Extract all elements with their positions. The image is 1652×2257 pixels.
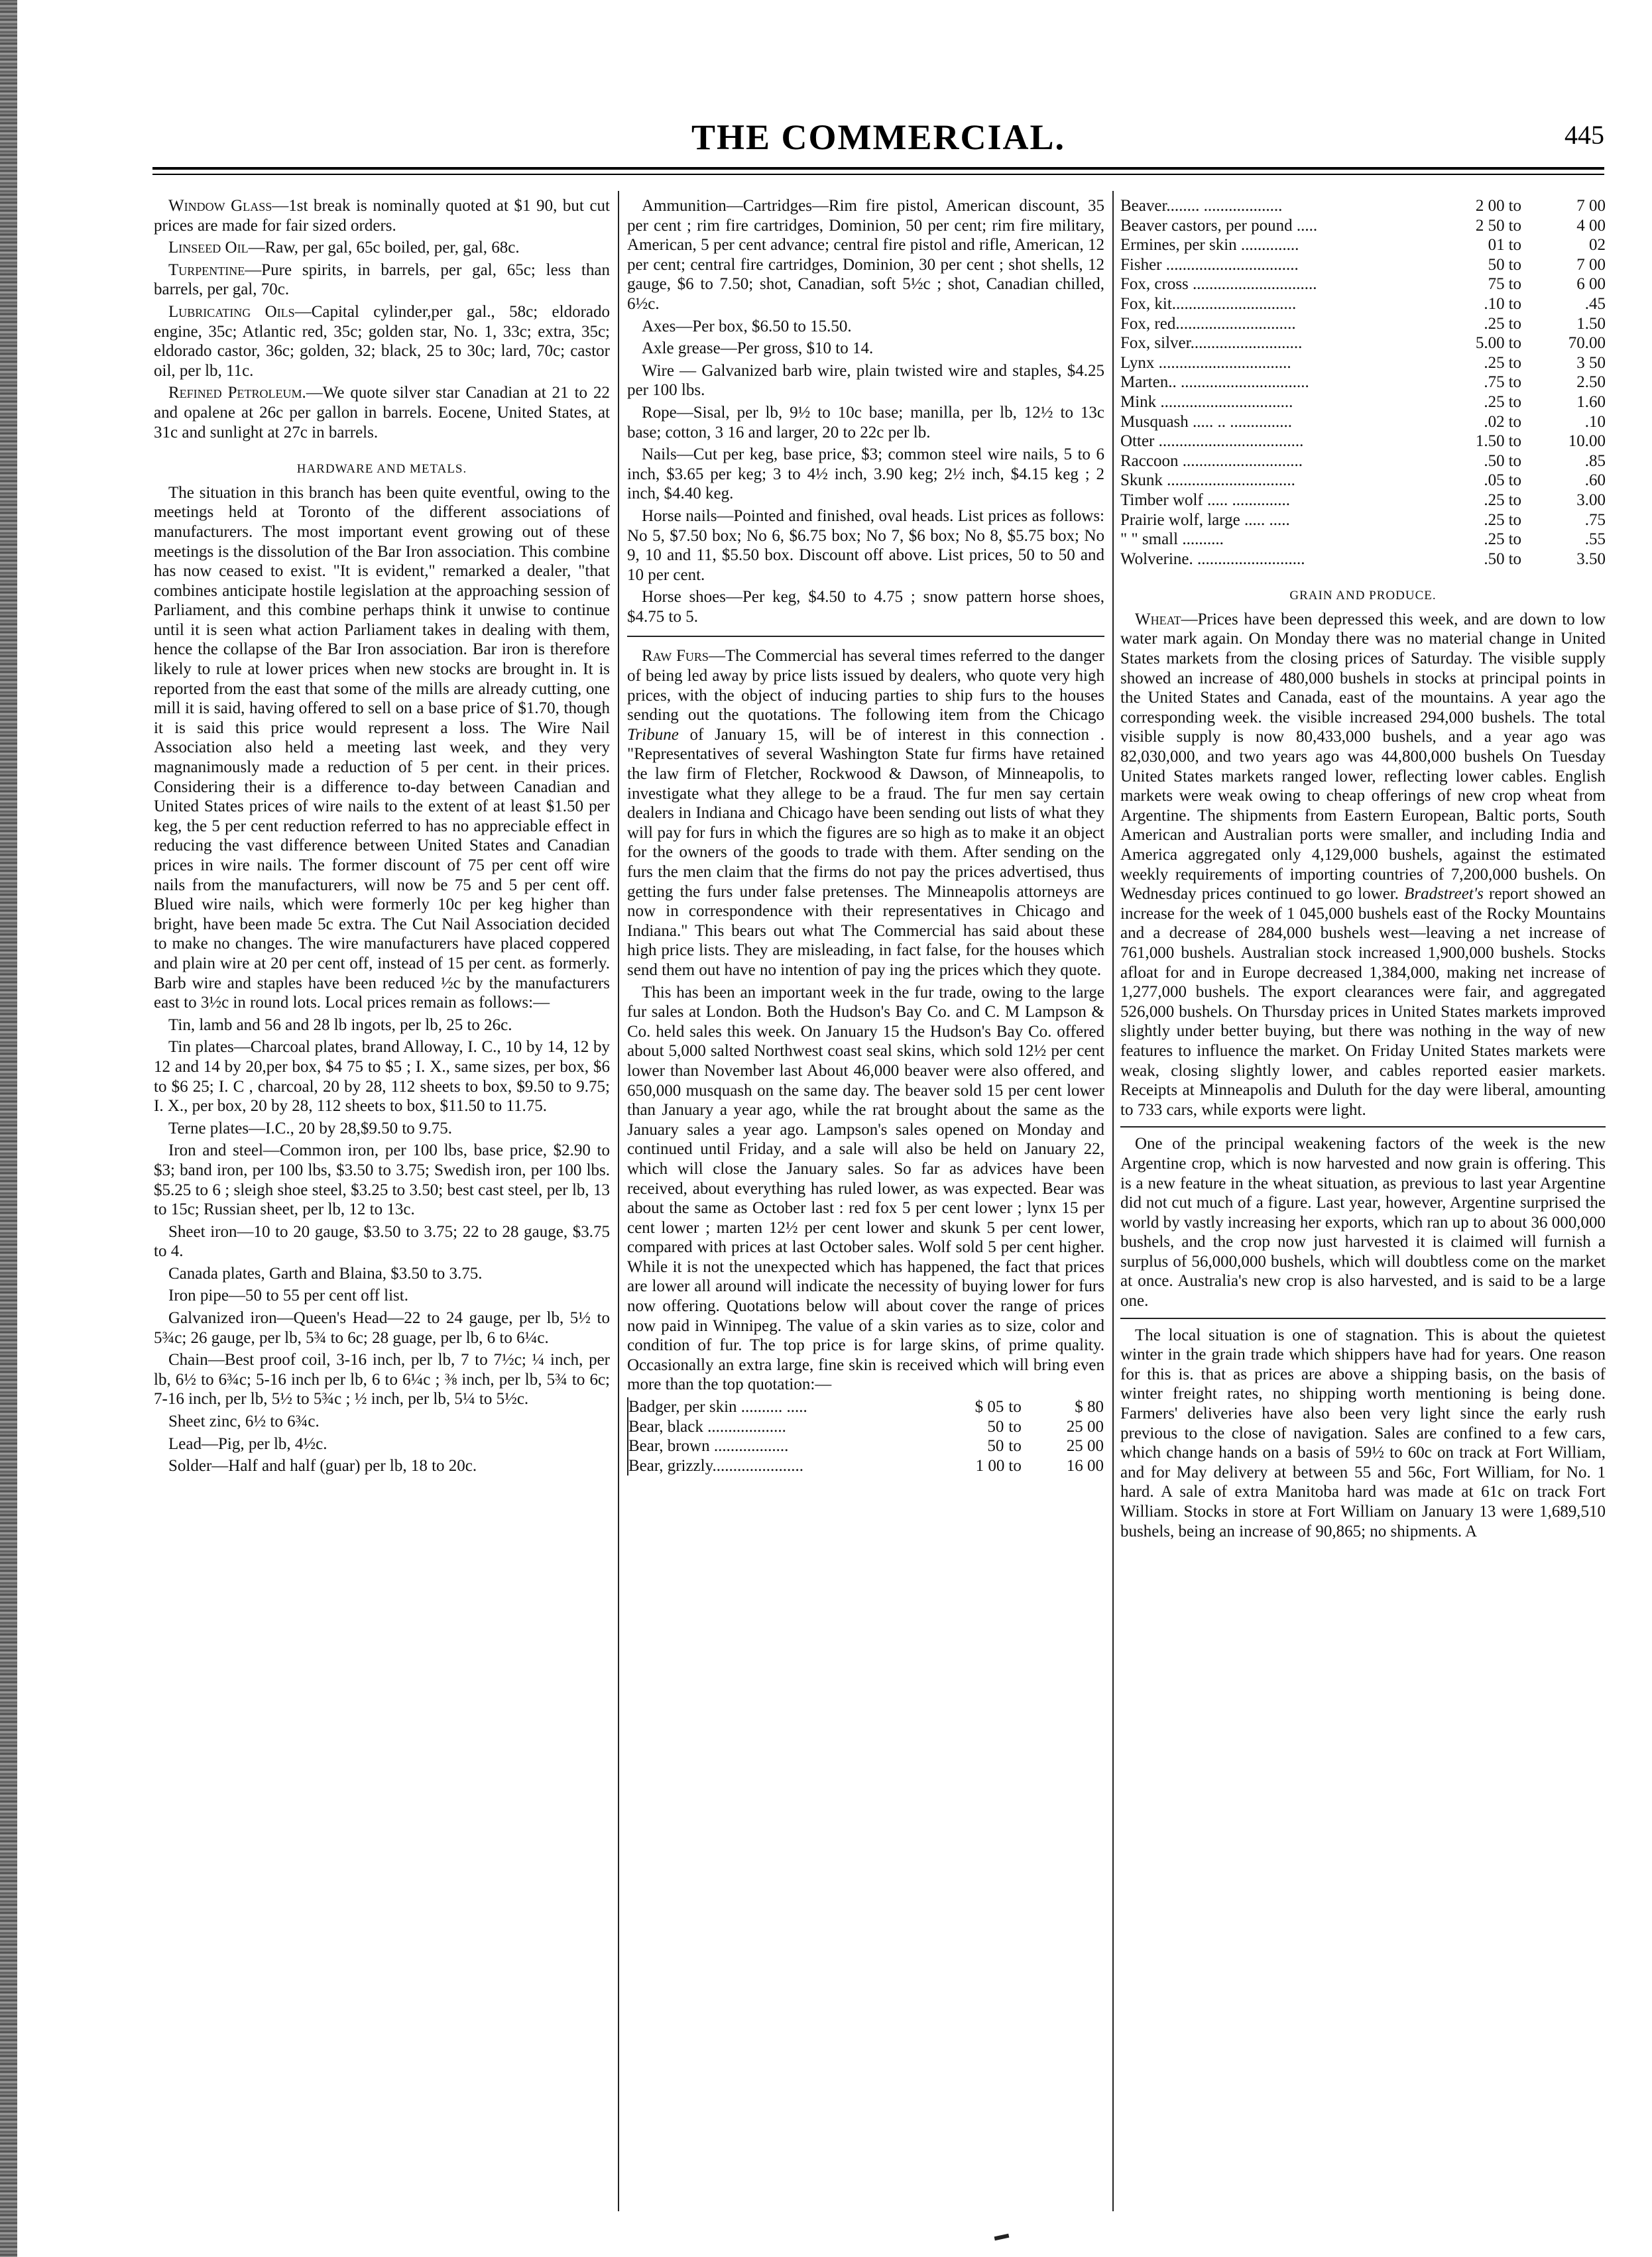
price-high: 3.00 — [1576, 491, 1606, 509]
paragraph-text: —Capital cylinder,per gal., 58c; eldorado engine, 35c; Atlantic red, 35c; golden star, No. 1, 33c; extra, 35c; eldorado castor, 36c; golden, 32; black, 25 to 30c; lard, 70c; castor oil, per lb, 11c. — [154, 302, 610, 380]
fur-price-row — [1120, 451, 1606, 471]
range-word: to — [1508, 216, 1522, 235]
range-word: to — [1508, 334, 1522, 353]
price-low: 50 — [987, 1417, 1004, 1436]
fur-name: Ermines, per skin .............. — [1120, 236, 1299, 255]
fur-price-row — [1120, 373, 1606, 392]
fur-price-row — [1120, 294, 1606, 314]
masthead — [152, 114, 1604, 160]
price-item: Canada plates, Garth and Blaina, $3.50 to 3.75. — [168, 1264, 483, 1283]
price-item: Galvanized iron—Queen's Head—22 to 24 gauge, per lb, 5½ to 5¾c; 26 gauge, per lb, 5¾ to 6c; 28 guage, per lb, 6 to 6¼c. — [154, 1309, 610, 1347]
range-word: to — [1508, 314, 1522, 333]
fur-price-row — [1120, 216, 1606, 236]
paragraph — [154, 383, 610, 442]
fur-name: Fisher ................................ — [1120, 255, 1299, 274]
range-word: to — [1508, 236, 1522, 255]
price-low: 01 — [1488, 236, 1505, 255]
fur-name: Fox, red............................. — [1120, 314, 1296, 333]
fur-name: Prairie wolf, large ..... ..... — [1120, 510, 1290, 529]
paragraph — [154, 238, 610, 258]
price-low: 50 — [1488, 255, 1505, 274]
price-item: Ammunition—Cartridges—Rim fire pistol, American discount, 35 per cent ; rim fire cartridges, Dominion, 50 per cent; rim fire military, American, 5 per cent advance; central fire pistol and rifle, American, 12 per cent; central fire cartridges, Dominion, 30 per cent ; shot shells, 12 gauge, $6 to 7.50; shot, Canadian, soft 5½c ; shot, Canadian chilled, 6½c. — [627, 197, 1104, 313]
range-word: to — [1508, 275, 1522, 294]
price-low: .02 — [1484, 412, 1505, 431]
paragraph-text: —The Commercial has several times referred to the danger of being led away by price lists issued by dealers, who quote very high prices, with the object of inducing parties to ship furs to the houses sending out the quotations. The following item from the Chicago — [627, 647, 1104, 724]
column-divider — [618, 191, 619, 2211]
fur-price-row — [1120, 353, 1606, 373]
price-item: Axle grease—Per gross, $10 to 14. — [642, 339, 874, 358]
paragraph-text: —Raw, per gal, 65c boiled, per, gal, 68c. — [248, 239, 520, 257]
price-high: 25 00 — [1066, 1437, 1104, 1456]
price-high: 4 00 — [1576, 216, 1606, 235]
paragraph — [154, 196, 610, 235]
price-item: Horse nails—Pointed and finished, oval heads. List prices as follows: No 5, $7.50 box; No 6, $6.75 box; No 7, $6 box; No 8, $5.75 box; No 9, 10 and 11, $5.50 box. Discount off above. List prices, 50 to 50 and 10 per cent. — [627, 506, 1104, 584]
fur-price-row — [1120, 412, 1606, 432]
paragraph — [154, 260, 610, 300]
price-high: 3.50 — [1576, 550, 1606, 568]
lead-in: Raw Furs — [642, 647, 709, 666]
price-high: $ 80 — [1075, 1398, 1104, 1417]
paragraph: This has been an important week in the fur trade, owing to the large fur sales at London. Both the Hudson's Bay Co. and C. M Lampson & Co. held sales this week. On January 15 the Hudson's Bay Co. offered about 5,000 salted Northwest coast seal skins, which sold 12½ per cent lower than November last About 46,000 beaver were also offered, and 650,000 musquash on the same day. The beaver sold 15 per cent lower than January a year ago, while the rat brought about the same as the January sales a year ago. Lampson's sales opened on Monday and continued until Friday, and a sale will also be held on January 22, which will close the January sales. So far as advices have been received, about everything has ruled lower, as was expected. Bear was about the same as October last : red fox 5 per cent lower ; lynx 15 per cent lower ; marten 12½ per cent lower and skunk 5 per cent lower, compared with prices at last October sales. Wolf sold 5 per cent higher. While it is not the unexpected which has happened, the fact that prices are lower all around will indicate the necessity of buying lower for furs now offering. Quotations below will about cover the range of prices now paid in Winnipeg. The value of a skin varies as to size, color and condition of fur. The top price is for large skins, of prime quality. Occasionally an extra large, fine skin is received which will bring even more than the top quotation:— — [627, 983, 1104, 1394]
masthead-rule-thin — [152, 174, 1604, 175]
range-word: to — [1508, 491, 1522, 509]
fur-price-table — [1120, 196, 1606, 569]
fur-name: Marten.. ............................... — [1120, 373, 1309, 392]
price-item: Chain—Best proof coil, 3-16 inch, per lb, 7 to 7½c; ¼ inch, per lb, 6½ to 6¾c; 5-16 inch per lb, 6 to 6¼c ; ⅜ inch, per lb, 5¾ to 6c; 7-16 inch, per lb, 5½ to 5¾c ; ½ inch, per lb, 5¼ to 5½c. — [154, 1351, 610, 1409]
section-heading: GRAIN AND PRODUCE. — [1289, 589, 1437, 603]
fur-name: Otter ................................... — [1120, 432, 1304, 451]
binding-edge — [0, 0, 17, 2257]
fur-name: Skunk ............................... — [1120, 471, 1295, 490]
fur-price-row — [1120, 255, 1606, 275]
range-word: to — [1508, 530, 1522, 549]
price-high: 25 00 — [1066, 1417, 1104, 1436]
masthead-rule — [152, 167, 1604, 170]
paragraph-text: —Pure spirits, in barrels, per gal, 65c; less than barrels, per gal, 70c. — [154, 260, 610, 299]
fur-price-row — [628, 1436, 1104, 1456]
price-high: 1.50 — [1576, 314, 1606, 333]
price-low: .25 — [1484, 314, 1505, 333]
fur-name: Fox, silver........................... — [1120, 334, 1303, 353]
range-word: to — [1508, 451, 1522, 470]
price-low: 1 00 — [975, 1456, 1005, 1475]
paragraph: The situation in this branch has been quite eventful, owing to the meetings held at Toronto of the different associations of manufacturers. The most important event growing out of these meetings is the dissolution of the Bar Iron association. This combine has now ceased to exist. "It is evident," remarked a dealer, "that combines anticipate hostile legislation at the approaching session of Parliament, and this combine perhaps think it unwise to continue until it is seen what action Parliament takes in dealing with them, hence the collapse of the Bar Iron association. Bar iron is therefore likely to rule at lower prices when new stocks are brought in. It is reported from the east that some of the mills are already cutting, one mill it is said, having offered to sell on a base price of $1.70, though it is said this price would represent a loss. The Wire Nail Association also held a meeting last week, and they very magnanimously made a reduction of 5 per cent. in their prices. Considering their is a difference to-day between Canadian and United States prices of wire nails to the extent of at least $1.50 per keg, the 5 per cent reduction referred to has no appreciable effect in reducing the vast difference between United States and Canadian prices in wire nails. The former discount of 75 per cent off wire nails from the manufacturers, will now be 75 and 5 per cent off. Blued wire nails, which were formerly 10c per keg higher than bright, have been made 5c extra. The Cut Nail Association decided to make no changes. The wire manufacturers have placed coppered and plain wire at 20 per cent off, instead of 15 per cent. as formerly. Barb wire and staples have been reduced ½c by the manufacturers east to 3½c in round lots. Local prices remain as follows:— — [154, 483, 610, 1012]
price-high: 2.50 — [1576, 373, 1606, 392]
fur-price-row — [1120, 530, 1606, 550]
fur-name: Beaver castors, per pound ..... — [1120, 216, 1318, 235]
range-word: to — [1508, 255, 1522, 274]
range-word: to — [1508, 432, 1522, 451]
range-word: to — [1008, 1456, 1022, 1475]
column-2 — [627, 196, 1104, 2211]
newspaper-title: THE COMMERCIAL. — [691, 117, 1065, 157]
price-low: 2 50 — [1475, 216, 1505, 235]
range-word: to — [1508, 353, 1522, 372]
price-high: .85 — [1584, 451, 1606, 470]
fur-price-row — [628, 1397, 1104, 1417]
price-high: 16 00 — [1066, 1456, 1104, 1475]
price-high: .55 — [1584, 530, 1606, 549]
fur-price-row — [1120, 235, 1606, 255]
paragraph-text: .—We quote silver star Canadian at 21 to 22 and opalene at 26c per gallon in barrels. Eocene, United States, at 31c and sunlight at 27c in barrels. — [154, 384, 610, 441]
fur-price-row — [1120, 333, 1606, 353]
price-item: Axes—Per box, $6.50 to 15.50. — [642, 317, 852, 335]
price-item: Wire — Galvanized barb wire, plain twisted wire and staples, $4.25 per 100 lbs. — [627, 361, 1104, 400]
fur-price-row — [1120, 510, 1606, 530]
fur-name: Mink ................................ — [1120, 392, 1293, 411]
range-word: to — [1508, 197, 1522, 215]
fur-price-row — [1120, 274, 1606, 294]
section-heading: HARDWARE AND METALS. — [296, 462, 467, 477]
range-word: to — [1508, 412, 1522, 431]
price-item: Terne plates—I.C., 20 by 28,$9.50 to 9.75. — [168, 1119, 453, 1137]
price-high: 10.00 — [1568, 432, 1606, 451]
price-low: 75 — [1488, 275, 1505, 294]
range-word: to — [1008, 1437, 1022, 1456]
price-low: .25 — [1484, 392, 1505, 411]
price-item: Rope—Sisal, per lb, 9½ to 10c base; manilla, per lb, 12½ to 13c base; cotton, 3 16 and larger, 20 to 22c per lb. — [627, 403, 1104, 441]
column-1 — [154, 196, 610, 2211]
range-word: to — [1508, 392, 1522, 411]
range-word: to — [1508, 471, 1522, 490]
paragraph-text: report showed an increase for the week of 1 045,000 bushels east of the Rocky Mountains and a decrease of 284,000 bushels west—leaving a net increase of 761,000 bushels. Australian stock increased 1,900,000 bushels. Stocks afloat for and in Europe decreased 1,384,000, making net increase of 1,277,000 bushels. The export clearances were fair, and aggregated 526,000 bushels. On Thursday prices in United States markets improved slightly under better buying, but there was nothing in the way of new features to influence the market. On Friday United States markets were weak, closing slightly lower, and cables reported easier markets. Receipts at Minneapolis and Duluth for the day were liberal, amounting to 733 cars, while exports were light. — [1120, 885, 1606, 1119]
section-rule — [1120, 1126, 1606, 1128]
section-rule — [627, 636, 1104, 637]
fur-price-row — [1120, 491, 1606, 510]
price-high: 7 00 — [1576, 197, 1606, 215]
fur-name: Timber wolf ..... .............. — [1120, 491, 1291, 509]
fur-name: Beaver........ ................... — [1120, 197, 1283, 215]
fur-price-row — [1120, 196, 1606, 216]
price-item: Sheet zinc, 6½ to 6¾c. — [168, 1413, 320, 1431]
printer-mark — [994, 2234, 1010, 2240]
price-low: .25 — [1484, 510, 1505, 529]
price-item: Solder—Half and half (guar) per lb, 18 to 20c. — [168, 1457, 477, 1476]
price-high: 6 00 — [1576, 275, 1606, 294]
price-item: Lead—Pig, per lb, 4½c. — [168, 1434, 327, 1453]
paragraph — [154, 302, 610, 380]
fur-name: Bear, grizzly...................... — [628, 1456, 803, 1475]
lead-in: Lubricating Oils — [168, 302, 295, 321]
price-low: $ 05 — [974, 1398, 1004, 1417]
price-low: 1.50 — [1475, 432, 1505, 451]
fur-name: Badger, per skin .......... ..... — [628, 1398, 807, 1417]
fur-name: Fox, cross .............................. — [1120, 275, 1317, 294]
price-item: Horse shoes—Per keg, $4.50 to 4.75 ; snow pattern horse shoes, $4.75 to 5. — [627, 588, 1104, 626]
section-rule — [1120, 1318, 1606, 1319]
paragraph-text: —1st break is nominally quoted at $1 90, but cut prices are made for fair sized orders. — [154, 197, 610, 235]
range-word: to — [1508, 510, 1522, 529]
price-low: .25 — [1484, 353, 1505, 372]
fur-name: Lynx ................................ — [1120, 353, 1291, 372]
range-word: to — [1508, 550, 1522, 568]
price-high: .45 — [1584, 294, 1606, 313]
price-low: .25 — [1484, 491, 1505, 509]
fur-price-row — [1120, 392, 1606, 412]
price-high: 02 — [1589, 236, 1606, 255]
price-low: .75 — [1484, 373, 1505, 392]
paragraph — [627, 646, 1104, 980]
paragraph-text: —Prices have been depressed this week, and are down to low water mark again. On Monday there was no material change in United States markets from the closing prices of Saturday. The visible supply showed an increase of 480,000 bushels in stocks at principal points in the United States and Canada, east of the mountains. A year ago the corresponding week. the visible increased 294,000 bushels. The total visible supply is now 80,433,000 bushels, and a year ago was 82,030,000, and two years ago was 44,800,000 bushels On Tuesday United States markets ranged lower, reflecting lower cables. English markets were weak owing to cheap offerings of new crop wheat from Argentine. The shipments from Eastern European, Baltic ports, South American and Australian ports were smaller, and including India and America aggregated only 4,129,000 bushels, against the estimated weekly requirements of importing countries of 7,200,000 bushels. On Wednesday prices continued to go lower. — [1120, 610, 1606, 903]
column-3 — [1120, 196, 1606, 2211]
price-high: 1.60 — [1576, 392, 1606, 411]
lead-in: Refined Petroleum — [168, 384, 302, 402]
lead-in: Turpentine — [168, 260, 245, 279]
fur-name: Fox, kit.............................. — [1120, 294, 1297, 313]
fur-name: Musquash ..... .. ............... — [1120, 412, 1293, 431]
range-word: to — [1008, 1398, 1022, 1417]
fur-name: Wolverine. .......................... — [1120, 550, 1305, 568]
newspaper-name: Tribune — [627, 725, 679, 744]
fur-price-row — [1120, 471, 1606, 491]
price-low: 2 00 — [1475, 197, 1505, 215]
price-low: 5.00 — [1475, 334, 1505, 353]
price-item: Sheet iron—10 to 20 gauge, $3.50 to 3.75; 22 to 28 gauge, $3.75 to 4. — [154, 1222, 610, 1261]
price-high: 70.00 — [1568, 334, 1606, 353]
price-item: Iron and steel—Common iron, per 100 lbs, base price, $2.90 to $3; band iron, per 100 lbs, $3.50 to 3.75; Swedish iron, per 100 lbs. $5.25 to 6 ; sleigh shoe steel, $3.25 to 3.50; best cast steel, per lb, 13 to 15c; Russian sheet, per lb, 12 to 13c. — [154, 1141, 610, 1219]
lead-in: Window Glass — [168, 197, 272, 215]
fur-price-row — [1120, 314, 1606, 334]
range-word: to — [1508, 373, 1522, 392]
paragraph: The local situation is one of stagnation. This is about the quietest winter in the grain trade which shippers have had for years. One reason for this is. that as prices are above a shipping basis, on the basis of winter freight rates, no shipping worth mentioning is being done. Farmers' deliveries have also been very light since the early rush previous to the close of navigation. Sales are confined to a few cars, which change hands on a basis of 59½ to 60c on track at Fort William, and for May delivery at between 55 and 56c, Fort William, for No. 1 hard. A sale of extra Manitoba hard was made at 61c on track Fort William. Stocks in store at Fort William on January 13 were 1,689,510 bushels, being an increase of 90,865; no shipments. A — [1120, 1326, 1606, 1540]
fur-price-row — [1120, 432, 1606, 451]
paragraph — [1120, 610, 1606, 1120]
price-low: .50 — [1484, 451, 1505, 470]
price-low: .05 — [1484, 471, 1505, 490]
price-high: 3 50 — [1576, 353, 1606, 372]
range-word: to — [1508, 294, 1522, 313]
price-item: Tin plates—Charcoal plates, brand Alloway, I. C., 10 by 14, 12 by 12 and 14 by 20,per box, $4 75 to $5 ; I. X., same sizes, per box, $6 to $6 25; I. C , charcoal, 20 by 28, 112 sheets to box, $9.50 to 9.75; I. X., per box, 20 by 28, 112 sheets to box, $11.50 to 11.75. — [154, 1038, 610, 1116]
fur-name: Bear, black ................... — [628, 1417, 786, 1436]
price-item: Tin, lamb and 56 and 28 lb ingots, per lb, 25 to 26c. — [168, 1015, 512, 1034]
column-divider — [1112, 191, 1114, 2211]
price-item: Iron pipe—50 to 55 per cent off list. — [168, 1287, 408, 1305]
price-low: .10 — [1484, 294, 1505, 313]
fur-price-row — [628, 1456, 1104, 1476]
page-number: 445 — [1564, 120, 1604, 150]
price-item: Nails—Cut per keg, base price, $3; common steel wire nails, 5 to 6 inch, $3.65 per keg; 3 to 4½ inch, 3.90 keg; 2½ inch, $4.15 keg ; 2 inch, $4.40 keg. — [627, 445, 1104, 503]
fur-price-row — [628, 1417, 1104, 1437]
paragraph: One of the principal weakening factors of the week is the new Argentine crop, which is now harvested and now grain is offering. This is a new feature in the wheat situation, as previous to last year Argentine did not cut much of a figure. Last year, however, Argentine surprised the world by vastly increasing her exports, which ran up to about 36 000,000 bushels, and the crop now just harvested it is claimed will furnish a surplus of 56,000,000 bushels, which will doubtless come on the market at once. Australia's new crop is also harvested, and is said to be a large one. — [1120, 1135, 1606, 1310]
publication-name: Bradstreet's — [1404, 885, 1484, 903]
lead-in: Linseed Oil — [168, 239, 249, 257]
price-high: 7 00 — [1576, 255, 1606, 274]
fur-name: Raccoon ............................. — [1120, 451, 1303, 470]
range-word: to — [1008, 1417, 1022, 1436]
fur-name: " " small .......... — [1120, 530, 1224, 549]
price-low: .25 — [1484, 530, 1505, 549]
fur-price-row — [1120, 550, 1606, 569]
price-low: .50 — [1484, 550, 1505, 568]
price-high: .60 — [1584, 471, 1606, 490]
fur-name: Bear, brown .................. — [628, 1437, 789, 1456]
price-low: 50 — [987, 1437, 1004, 1456]
price-high: .10 — [1584, 412, 1606, 431]
lead-in: Wheat — [1135, 610, 1181, 628]
paragraph-text: of January 15, will be of interest in this connection . "Representatives of several Washington State fur firms have retained the law firm of Fletcher, Rockwood & Dawson, of Minneapolis, to investigate what they allege to be a fraud. The fur men say certain dealers in Indiana and Chicago have been sending out lists of what they will pay for furs in which the figures are so high as to make it an object for the owners of the goods to trade with them. After sending on the furs the men claim that the firms do not pay the prices advertised, thus getting the furs under false pretenses. The Minneapolis attorneys are now in correspondence with their representatives in Chicago and Indiana." This bears out what The Commercial has said about these high price lists. They are misleading, in fact false, for the houses which send them out have no intention of pay ing the prices which they quote. — [627, 725, 1104, 979]
price-high: .75 — [1584, 510, 1606, 529]
fur-price-table — [627, 1397, 1104, 1476]
